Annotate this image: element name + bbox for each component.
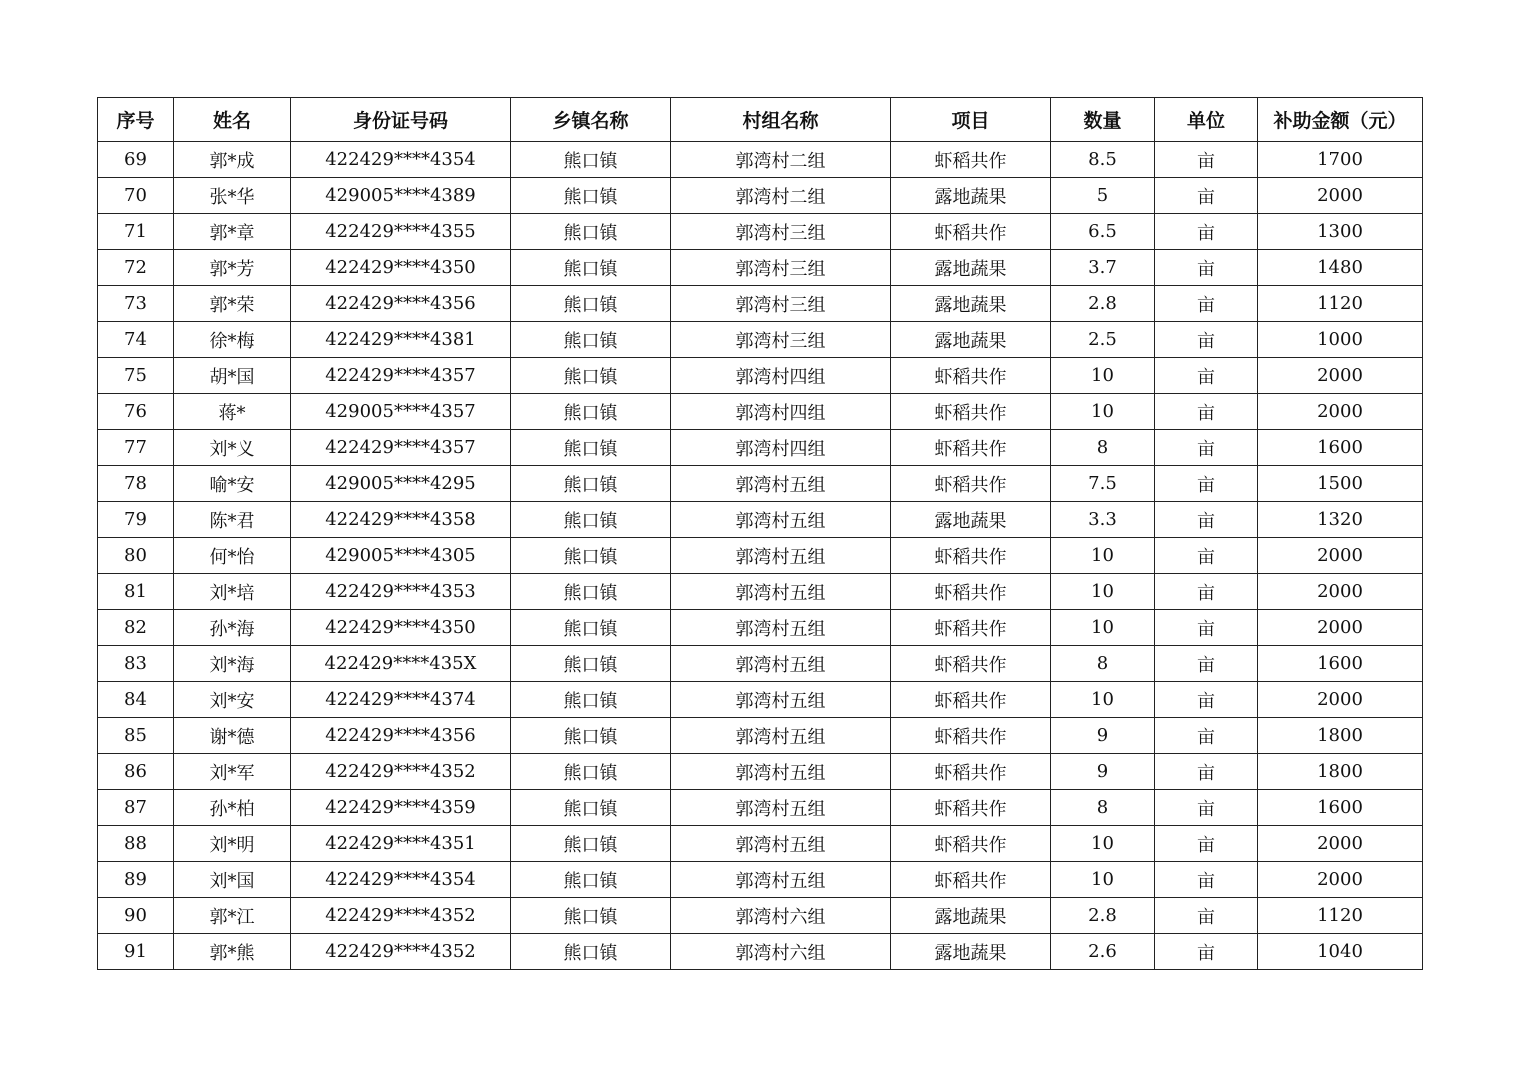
cell-name: 刘*安: [174, 682, 291, 718]
cell-village-group: 郭湾村五组: [671, 790, 891, 826]
table-row: [98, 610, 1423, 646]
cell-index: 83: [98, 646, 174, 682]
cell-village-group: 郭湾村二组: [671, 178, 891, 214]
cell-project: 露地蔬果: [891, 178, 1051, 214]
cell-name: 刘*培: [174, 574, 291, 610]
cell-subsidy-amount: 2000: [1258, 538, 1423, 574]
cell-village-group: 郭湾村四组: [671, 394, 891, 430]
cell-quantity: 2.8: [1051, 286, 1155, 322]
cell-subsidy-amount: 1480: [1258, 250, 1423, 286]
cell-id-number: 429005****4389: [291, 178, 511, 214]
cell-index: 85: [98, 718, 174, 754]
cell-name: 何*怡: [174, 538, 291, 574]
cell-id-number: 422429****4350: [291, 250, 511, 286]
cell-village-group: 郭湾村六组: [671, 934, 891, 970]
cell-name: 胡*国: [174, 358, 291, 394]
col-header-index: 序号: [98, 98, 174, 142]
cell-town: 熊口镇: [511, 214, 671, 250]
cell-village-group: 郭湾村五组: [671, 646, 891, 682]
cell-subsidy-amount: 1600: [1258, 646, 1423, 682]
table-row: [98, 898, 1423, 934]
cell-index: 72: [98, 250, 174, 286]
cell-id-number: 422429****4352: [291, 898, 511, 934]
cell-town: 熊口镇: [511, 286, 671, 322]
cell-project: 虾稻共作: [891, 862, 1051, 898]
cell-subsidy-amount: 2000: [1258, 862, 1423, 898]
cell-project: 虾稻共作: [891, 826, 1051, 862]
cell-town: 熊口镇: [511, 898, 671, 934]
cell-village-group: 郭湾村三组: [671, 214, 891, 250]
cell-name: 郭*荣: [174, 286, 291, 322]
cell-unit: 亩: [1155, 574, 1258, 610]
cell-project: 虾稻共作: [891, 682, 1051, 718]
cell-name: 刘*义: [174, 430, 291, 466]
cell-project: 虾稻共作: [891, 646, 1051, 682]
cell-subsidy-amount: 2000: [1258, 358, 1423, 394]
table-row: [98, 502, 1423, 538]
cell-index: 87: [98, 790, 174, 826]
col-header-subsidy-amount: 补助金额（元）: [1258, 98, 1423, 142]
cell-unit: 亩: [1155, 790, 1258, 826]
cell-id-number: 422429****4381: [291, 322, 511, 358]
cell-quantity: 5: [1051, 178, 1155, 214]
cell-name: 陈*君: [174, 502, 291, 538]
cell-town: 熊口镇: [511, 610, 671, 646]
cell-quantity: 10: [1051, 862, 1155, 898]
cell-project: 露地蔬果: [891, 898, 1051, 934]
cell-subsidy-amount: 1600: [1258, 790, 1423, 826]
table-row: [98, 286, 1423, 322]
cell-quantity: 10: [1051, 358, 1155, 394]
cell-town: 熊口镇: [511, 718, 671, 754]
table-row: [98, 754, 1423, 790]
cell-name: 郭*章: [174, 214, 291, 250]
cell-village-group: 郭湾村五组: [671, 466, 891, 502]
col-header-quantity: 数量: [1051, 98, 1155, 142]
cell-town: 熊口镇: [511, 754, 671, 790]
col-header-project: 项目: [891, 98, 1051, 142]
cell-subsidy-amount: 1320: [1258, 502, 1423, 538]
cell-index: 82: [98, 610, 174, 646]
table-row: [98, 250, 1423, 286]
cell-quantity: 8: [1051, 790, 1155, 826]
cell-subsidy-amount: 1700: [1258, 142, 1423, 178]
cell-subsidy-amount: 1500: [1258, 466, 1423, 502]
cell-subsidy-amount: 2000: [1258, 610, 1423, 646]
cell-subsidy-amount: 1600: [1258, 430, 1423, 466]
cell-project: 虾稻共作: [891, 610, 1051, 646]
table-row: [98, 178, 1423, 214]
cell-name: 喻*安: [174, 466, 291, 502]
cell-village-group: 郭湾村五组: [671, 826, 891, 862]
cell-id-number: 422429****4352: [291, 934, 511, 970]
cell-id-number: 422429****4355: [291, 214, 511, 250]
cell-project: 虾稻共作: [891, 718, 1051, 754]
cell-town: 熊口镇: [511, 178, 671, 214]
cell-index: 74: [98, 322, 174, 358]
cell-subsidy-amount: 2000: [1258, 394, 1423, 430]
cell-unit: 亩: [1155, 250, 1258, 286]
cell-subsidy-amount: 2000: [1258, 682, 1423, 718]
cell-index: 80: [98, 538, 174, 574]
col-header-village-group: 村组名称: [671, 98, 891, 142]
cell-village-group: 郭湾村五组: [671, 502, 891, 538]
cell-id-number: 422429****4353: [291, 574, 511, 610]
cell-subsidy-amount: 1120: [1258, 898, 1423, 934]
table-row: [98, 682, 1423, 718]
cell-id-number: 422429****4354: [291, 862, 511, 898]
cell-index: 77: [98, 430, 174, 466]
table-row: [98, 214, 1423, 250]
cell-id-number: 422429****4352: [291, 754, 511, 790]
cell-project: 虾稻共作: [891, 214, 1051, 250]
table-row: [98, 790, 1423, 826]
cell-id-number: 429005****4357: [291, 394, 511, 430]
table-row: [98, 538, 1423, 574]
cell-quantity: 6.5: [1051, 214, 1155, 250]
cell-name: 刘*军: [174, 754, 291, 790]
cell-village-group: 郭湾村五组: [671, 682, 891, 718]
cell-unit: 亩: [1155, 502, 1258, 538]
cell-name: 郭*熊: [174, 934, 291, 970]
cell-index: 79: [98, 502, 174, 538]
cell-unit: 亩: [1155, 826, 1258, 862]
cell-name: 刘*明: [174, 826, 291, 862]
cell-project: 露地蔬果: [891, 250, 1051, 286]
cell-id-number: 422429****4357: [291, 430, 511, 466]
cell-quantity: 10: [1051, 826, 1155, 862]
cell-unit: 亩: [1155, 178, 1258, 214]
cell-id-number: 422429****4356: [291, 286, 511, 322]
cell-project: 虾稻共作: [891, 394, 1051, 430]
table-header-row: [98, 98, 1423, 142]
cell-unit: 亩: [1155, 286, 1258, 322]
cell-id-number: 422429****4356: [291, 718, 511, 754]
cell-subsidy-amount: 2000: [1258, 574, 1423, 610]
cell-unit: 亩: [1155, 898, 1258, 934]
cell-quantity: 10: [1051, 394, 1155, 430]
cell-project: 虾稻共作: [891, 142, 1051, 178]
cell-village-group: 郭湾村三组: [671, 286, 891, 322]
cell-quantity: 2.8: [1051, 898, 1155, 934]
table-row: [98, 826, 1423, 862]
cell-index: 84: [98, 682, 174, 718]
cell-id-number: 422429****435X: [291, 646, 511, 682]
cell-unit: 亩: [1155, 646, 1258, 682]
cell-quantity: 10: [1051, 574, 1155, 610]
cell-town: 熊口镇: [511, 646, 671, 682]
cell-village-group: 郭湾村五组: [671, 754, 891, 790]
cell-town: 熊口镇: [511, 538, 671, 574]
cell-index: 88: [98, 826, 174, 862]
cell-unit: 亩: [1155, 430, 1258, 466]
cell-project: 露地蔬果: [891, 286, 1051, 322]
cell-quantity: 10: [1051, 610, 1155, 646]
cell-unit: 亩: [1155, 538, 1258, 574]
cell-project: 虾稻共作: [891, 358, 1051, 394]
col-header-name: 姓名: [174, 98, 291, 142]
cell-quantity: 10: [1051, 682, 1155, 718]
cell-project: 虾稻共作: [891, 754, 1051, 790]
cell-project: 虾稻共作: [891, 790, 1051, 826]
cell-quantity: 8: [1051, 430, 1155, 466]
cell-town: 熊口镇: [511, 142, 671, 178]
subsidy-table: [97, 97, 1423, 970]
cell-village-group: 郭湾村五组: [671, 610, 891, 646]
cell-name: 蒋*: [174, 394, 291, 430]
cell-index: 86: [98, 754, 174, 790]
cell-subsidy-amount: 1000: [1258, 322, 1423, 358]
cell-index: 76: [98, 394, 174, 430]
cell-name: 刘*海: [174, 646, 291, 682]
table-row: [98, 142, 1423, 178]
cell-project: 虾稻共作: [891, 430, 1051, 466]
table-row: [98, 718, 1423, 754]
cell-id-number: 422429****4350: [291, 610, 511, 646]
cell-quantity: 7.5: [1051, 466, 1155, 502]
col-header-id-number: 身份证号码: [291, 98, 511, 142]
cell-unit: 亩: [1155, 862, 1258, 898]
cell-project: 虾稻共作: [891, 538, 1051, 574]
cell-quantity: 8: [1051, 646, 1155, 682]
cell-id-number: 422429****4374: [291, 682, 511, 718]
cell-quantity: 9: [1051, 718, 1155, 754]
cell-name: 徐*梅: [174, 322, 291, 358]
cell-town: 熊口镇: [511, 358, 671, 394]
table-row: [98, 322, 1423, 358]
cell-unit: 亩: [1155, 682, 1258, 718]
cell-unit: 亩: [1155, 718, 1258, 754]
cell-village-group: 郭湾村五组: [671, 574, 891, 610]
table-row: [98, 646, 1423, 682]
cell-id-number: 429005****4295: [291, 466, 511, 502]
col-header-unit: 单位: [1155, 98, 1258, 142]
document-page: [97, 97, 1422, 970]
cell-project: 露地蔬果: [891, 934, 1051, 970]
table-row: [98, 394, 1423, 430]
cell-town: 熊口镇: [511, 682, 671, 718]
cell-quantity: 3.3: [1051, 502, 1155, 538]
cell-subsidy-amount: 1120: [1258, 286, 1423, 322]
cell-name: 郭*江: [174, 898, 291, 934]
table-row: [98, 430, 1423, 466]
table-row: [98, 934, 1423, 970]
cell-quantity: 10: [1051, 538, 1155, 574]
cell-town: 熊口镇: [511, 934, 671, 970]
cell-index: 70: [98, 178, 174, 214]
cell-subsidy-amount: 1800: [1258, 718, 1423, 754]
table-row: [98, 466, 1423, 502]
col-header-town: 乡镇名称: [511, 98, 671, 142]
cell-town: 熊口镇: [511, 430, 671, 466]
cell-town: 熊口镇: [511, 826, 671, 862]
cell-town: 熊口镇: [511, 322, 671, 358]
cell-town: 熊口镇: [511, 862, 671, 898]
cell-quantity: 2.5: [1051, 322, 1155, 358]
cell-name: 谢*德: [174, 718, 291, 754]
cell-unit: 亩: [1155, 214, 1258, 250]
cell-project: 露地蔬果: [891, 322, 1051, 358]
cell-quantity: 2.6: [1051, 934, 1155, 970]
cell-name: 孙*柏: [174, 790, 291, 826]
cell-unit: 亩: [1155, 754, 1258, 790]
cell-name: 郭*成: [174, 142, 291, 178]
cell-id-number: 429005****4305: [291, 538, 511, 574]
cell-index: 90: [98, 898, 174, 934]
cell-name: 郭*芳: [174, 250, 291, 286]
cell-subsidy-amount: 2000: [1258, 826, 1423, 862]
cell-id-number: 422429****4359: [291, 790, 511, 826]
cell-subsidy-amount: 1040: [1258, 934, 1423, 970]
cell-village-group: 郭湾村四组: [671, 358, 891, 394]
cell-project: 虾稻共作: [891, 466, 1051, 502]
cell-village-group: 郭湾村五组: [671, 718, 891, 754]
cell-subsidy-amount: 1800: [1258, 754, 1423, 790]
cell-quantity: 9: [1051, 754, 1155, 790]
cell-town: 熊口镇: [511, 502, 671, 538]
table-row: [98, 358, 1423, 394]
cell-index: 75: [98, 358, 174, 394]
cell-index: 71: [98, 214, 174, 250]
cell-index: 69: [98, 142, 174, 178]
cell-village-group: 郭湾村五组: [671, 862, 891, 898]
cell-subsidy-amount: 2000: [1258, 178, 1423, 214]
cell-town: 熊口镇: [511, 574, 671, 610]
cell-id-number: 422429****4358: [291, 502, 511, 538]
cell-unit: 亩: [1155, 394, 1258, 430]
cell-id-number: 422429****4351: [291, 826, 511, 862]
cell-quantity: 8.5: [1051, 142, 1155, 178]
cell-unit: 亩: [1155, 610, 1258, 646]
cell-unit: 亩: [1155, 466, 1258, 502]
cell-village-group: 郭湾村二组: [671, 142, 891, 178]
cell-project: 露地蔬果: [891, 502, 1051, 538]
cell-name: 张*华: [174, 178, 291, 214]
table-row: [98, 574, 1423, 610]
cell-index: 73: [98, 286, 174, 322]
cell-project: 虾稻共作: [891, 574, 1051, 610]
cell-town: 熊口镇: [511, 250, 671, 286]
cell-village-group: 郭湾村三组: [671, 322, 891, 358]
cell-index: 78: [98, 466, 174, 502]
cell-town: 熊口镇: [511, 466, 671, 502]
cell-unit: 亩: [1155, 934, 1258, 970]
cell-unit: 亩: [1155, 358, 1258, 394]
cell-unit: 亩: [1155, 322, 1258, 358]
cell-subsidy-amount: 1300: [1258, 214, 1423, 250]
cell-id-number: 422429****4357: [291, 358, 511, 394]
cell-index: 89: [98, 862, 174, 898]
cell-village-group: 郭湾村六组: [671, 898, 891, 934]
cell-village-group: 郭湾村五组: [671, 538, 891, 574]
cell-unit: 亩: [1155, 142, 1258, 178]
cell-town: 熊口镇: [511, 790, 671, 826]
cell-index: 81: [98, 574, 174, 610]
cell-name: 刘*国: [174, 862, 291, 898]
cell-town: 熊口镇: [511, 394, 671, 430]
cell-quantity: 3.7: [1051, 250, 1155, 286]
table-row: [98, 862, 1423, 898]
cell-id-number: 422429****4354: [291, 142, 511, 178]
cell-name: 孙*海: [174, 610, 291, 646]
table-body: [98, 142, 1423, 970]
cell-village-group: 郭湾村三组: [671, 250, 891, 286]
cell-village-group: 郭湾村四组: [671, 430, 891, 466]
cell-index: 91: [98, 934, 174, 970]
